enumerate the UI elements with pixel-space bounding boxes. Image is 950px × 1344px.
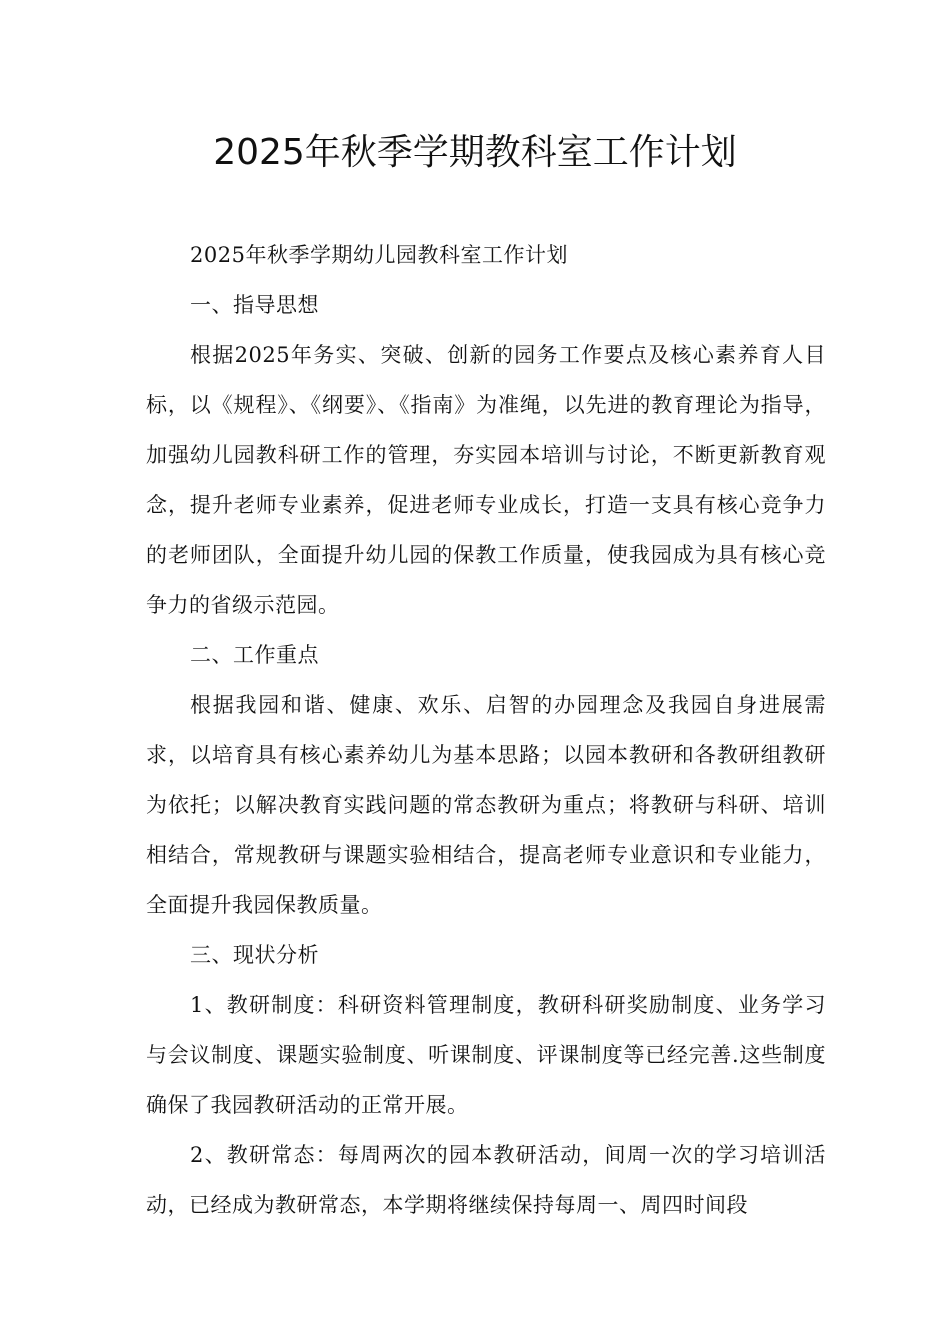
paragraph-research-system: 1、教研制度：科研资料管理制度，教研科研奖励制度、业务学习与会议制度、课题实验制度、听课制度、评课制度等已经完善.这些制度确保了我园教研活动的正常开展。 — [146, 993, 826, 1117]
section-heading-status-analysis: 三、现状分析 — [190, 943, 319, 967]
document-title: 2025年秋季学期教科室工作计划 — [213, 132, 737, 173]
paragraph-guiding-ideology: 根据2025年务实、突破、创新的园务工作要点及核心素养育人目标，以《规程》、《纲要》、《指南》为准绳，以先进的教育理论为指导，加强幼儿园教科研工作的管理，夯实园本培训与讨论，不断更新教育观念，提升老师专业素养，促进老师专业成长，打造一支具有核心竞争力的老师团队，全面提升幼儿园的保教工作质量，使我园成为具有核心竞争力的省级示范园。 — [146, 343, 826, 617]
section-heading-work-focus: 二、工作重点 — [190, 643, 319, 667]
section-heading-guiding-ideology: 一、指导思想 — [190, 293, 319, 317]
paragraph-work-focus: 根据我园和谐、健康、欢乐、启智的办园理念及我园自身进展需求，以培育具有核心素养幼儿为基本思路；以园本教研和各教研组教研为依托；以解决教育实践问题的常态教研为重点；将教研与科研、培训相结合，常规教研与课题实验相结合，提高老师专业意识和专业能力，全面提升我园保教质量。 — [146, 693, 826, 917]
document-body — [146, 230, 826, 1230]
paragraph-research-routine: 2、教研常态：每周两次的园本教研活动，间周一次的学习培训活动，已经成为教研常态，本学期将继续保持每周一、周四时间段 — [146, 1143, 826, 1217]
subtitle-paragraph: 2025年秋季学期幼儿园教科室工作计划 — [190, 243, 568, 267]
